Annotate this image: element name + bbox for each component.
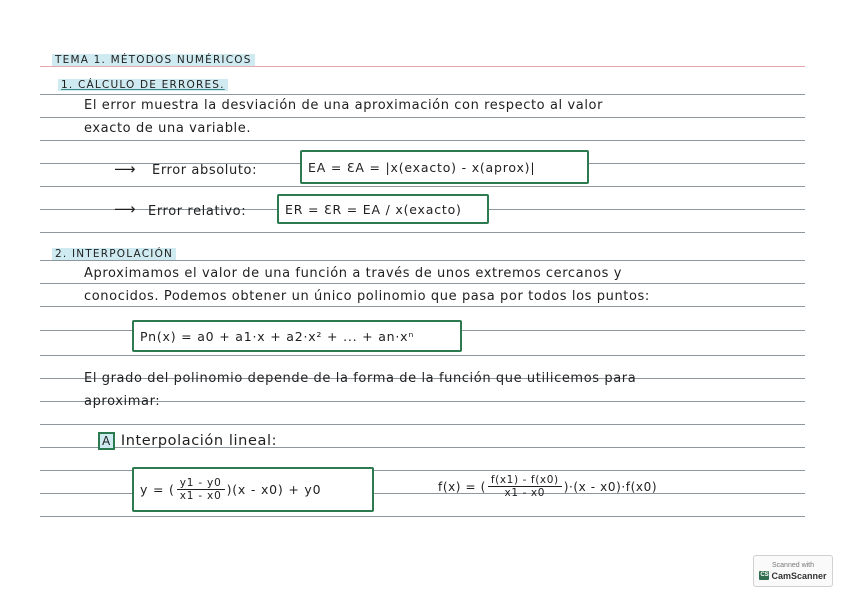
arrow-right-icon: ⟶ xyxy=(114,160,136,178)
section-1-heading: 1. CÁLCULO DE ERRORES. xyxy=(58,79,228,91)
relative-error-formula-box: ER = ƐR = EA / x(exacto) xyxy=(277,194,489,224)
subsection-a-tag: A xyxy=(98,432,115,450)
section-2-text-line-1: Aproximamos el valor de una función a través de unos extremos cercanos y xyxy=(84,266,623,281)
polynomial-formula-box: Pn(x) = a0 + a1·x + a2·x² + ... + an·xⁿ xyxy=(132,320,462,352)
rule-line xyxy=(40,117,805,118)
arrow-right-icon: ⟶ xyxy=(114,200,136,218)
rule-line xyxy=(40,232,805,233)
rule-line xyxy=(40,186,805,187)
linear-interp-formula-box: y = ( $\frac{y1 - y0}{x1 - x0}$ )(x - x0) + y0 xyxy=(132,467,374,512)
rule-line xyxy=(40,260,805,261)
section-2-text-line-4: aproximar: xyxy=(84,394,161,409)
rule-line xyxy=(40,306,805,307)
rule-line xyxy=(40,355,805,356)
subsection-a-heading: A Interpolación lineal: xyxy=(98,432,277,450)
fraction: $\frac{f(x1) - f(x0)}{x1 - x0}$ xyxy=(488,474,562,499)
red-rule-line xyxy=(40,66,805,67)
section-2-text-line-3: El grado del polinomio depende de la forma de la función que utilicemos para xyxy=(84,371,637,386)
topic-title: TEMA 1. MÉTODOS NUMÉRICOS xyxy=(52,54,255,66)
rule-line xyxy=(40,424,805,425)
section-2-heading: 2. INTERPOLACIÓN xyxy=(52,248,176,260)
camscanner-logo-icon: CS xyxy=(760,572,769,578)
absolute-error-formula-box: EA = ƐA = |x(exacto) - x(aprox)| xyxy=(300,150,589,184)
rule-line xyxy=(40,516,805,517)
section-1-text-line-2: exacto de una variable. xyxy=(84,121,252,136)
linear-interp-function-formula: f(x) = ( $\frac{f(x1) - f(x0)}{x1 - x0}$ )·(x - x0)·f(x0) xyxy=(438,474,658,499)
rule-line xyxy=(40,283,805,284)
absolute-error-label: Error absoluto: xyxy=(152,163,258,178)
section-2-text-line-2: conocidos. Podemos obtener un único polinomio que pasa por todos los puntos: xyxy=(84,289,650,304)
rule-line xyxy=(40,94,805,95)
camscanner-stamp: Scanned with CS CamScanner xyxy=(753,555,833,587)
fraction: $\frac{y1 - y0}{x1 - x0}$ xyxy=(177,477,225,502)
rule-line xyxy=(40,140,805,141)
relative-error-label: Error relativo: xyxy=(148,204,247,219)
section-1-text-line-1: El error muestra la desviación de una aproximación con respecto al valor xyxy=(84,98,604,113)
